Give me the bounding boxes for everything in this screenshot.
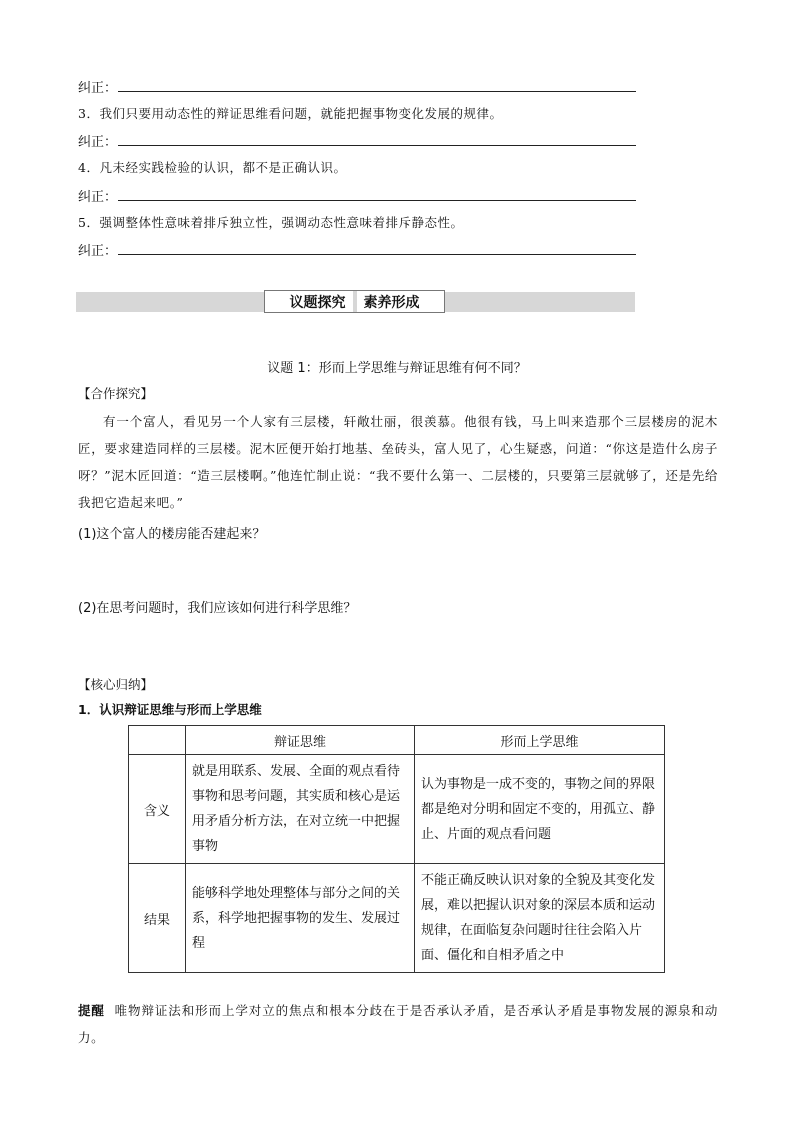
statement-5: 5．强调整体性意味着排斥独立性，强调动态性意味着排斥静态性。 xyxy=(78,215,464,230)
cooperative-label: 【合作探究】 xyxy=(78,386,154,401)
question-1: (1)这个富人的楼房能否建起来？ xyxy=(78,527,266,542)
cell-meaning-dialectical: 就是用联系、发展、全面的观点看待事物和思考问题，其实质和核心是运用矛盾分析方法，在对立统一中把握事物 xyxy=(186,755,415,864)
statement-4: 4．凡未经实践检验的认识，都不是正确认识。 xyxy=(78,160,347,175)
banner-title-2: 素养形成 xyxy=(363,294,420,311)
header-metaphysical: 形而上学思维 xyxy=(415,726,665,755)
cell-result-metaphysical: 不能正确反映认识对象的全貌及其变化发展，难以把握认识对象的深层本质和运动规律，在面临复杂问题时往往会陷入片面、僵化和自相矛盾之中 xyxy=(415,864,665,973)
correction-label-4: 纠正： xyxy=(78,244,118,259)
reminder-note xyxy=(78,997,718,1051)
row-head-result: 结果 xyxy=(129,864,186,973)
comparison-table xyxy=(128,725,665,973)
banner-title-1: 议题探究 xyxy=(286,292,350,312)
story-paragraph: 有一个富人，看见另一个人家有三层楼，轩敞壮丽，很羡慕。他很有钱，马上叫来造那个三层楼房的泥木匠，要求建造同样的三层楼。泥木匠便开始打地基、垒砖头，富人见了，心生疑惑，问道：“你这是造什么房子呀？”泥木匠回道：“造三层楼啊。”他连忙制止说：“我不要什么第一、二层楼的，只要第三层就够了，还是先给我把它造起来吧。” xyxy=(78,414,718,510)
table-corner xyxy=(129,726,186,755)
section-banner xyxy=(264,290,445,313)
table-row xyxy=(129,864,665,973)
banner-separator xyxy=(353,291,357,312)
correction-label-2: 纠正： xyxy=(78,135,118,150)
row-head-meaning: 含义 xyxy=(129,755,186,864)
cell-meaning-metaphysical: 认为事物是一成不变的，事物之间的界限都是绝对分明和固定不变的，用孤立、静止、片面的观点看问题 xyxy=(415,755,665,864)
cell-result-dialectical: 能够科学地处理整体与部分之间的关系，科学地把握事物的发生、发展过程 xyxy=(186,864,415,973)
reminder-label: 提醒 xyxy=(78,1003,105,1018)
correction-line-2[interactable] xyxy=(118,145,636,146)
reminder-text: 唯物辩证法和形而上学对立的焦点和根本分歧在于是否承认矛盾，是否承认矛盾是事物发展的源泉和动力。 xyxy=(78,1003,718,1045)
correction-line-3[interactable] xyxy=(118,200,636,201)
table-header-row xyxy=(129,726,665,755)
core-label: 【核心归纳】 xyxy=(78,677,154,692)
correction-line-4[interactable] xyxy=(118,254,636,255)
core-heading: 1．认识辩证思维与形而上学思维 xyxy=(78,702,262,717)
header-dialectical: 辩证思维 xyxy=(186,726,415,755)
correction-label-1: 纠正： xyxy=(78,81,118,96)
topic-title: 议题 1：形而上学思维与辩证思维有何不同？ xyxy=(267,361,527,376)
correction-label-3: 纠正： xyxy=(78,190,118,205)
table-row xyxy=(129,755,665,864)
question-2: (2)在思考问题时，我们应该如何进行科学思维？ xyxy=(78,601,357,616)
statement-3: 3．我们只要用动态性的辩证思维看问题，就能把握事物变化发展的规律。 xyxy=(78,106,503,121)
correction-line-1[interactable] xyxy=(118,91,636,92)
